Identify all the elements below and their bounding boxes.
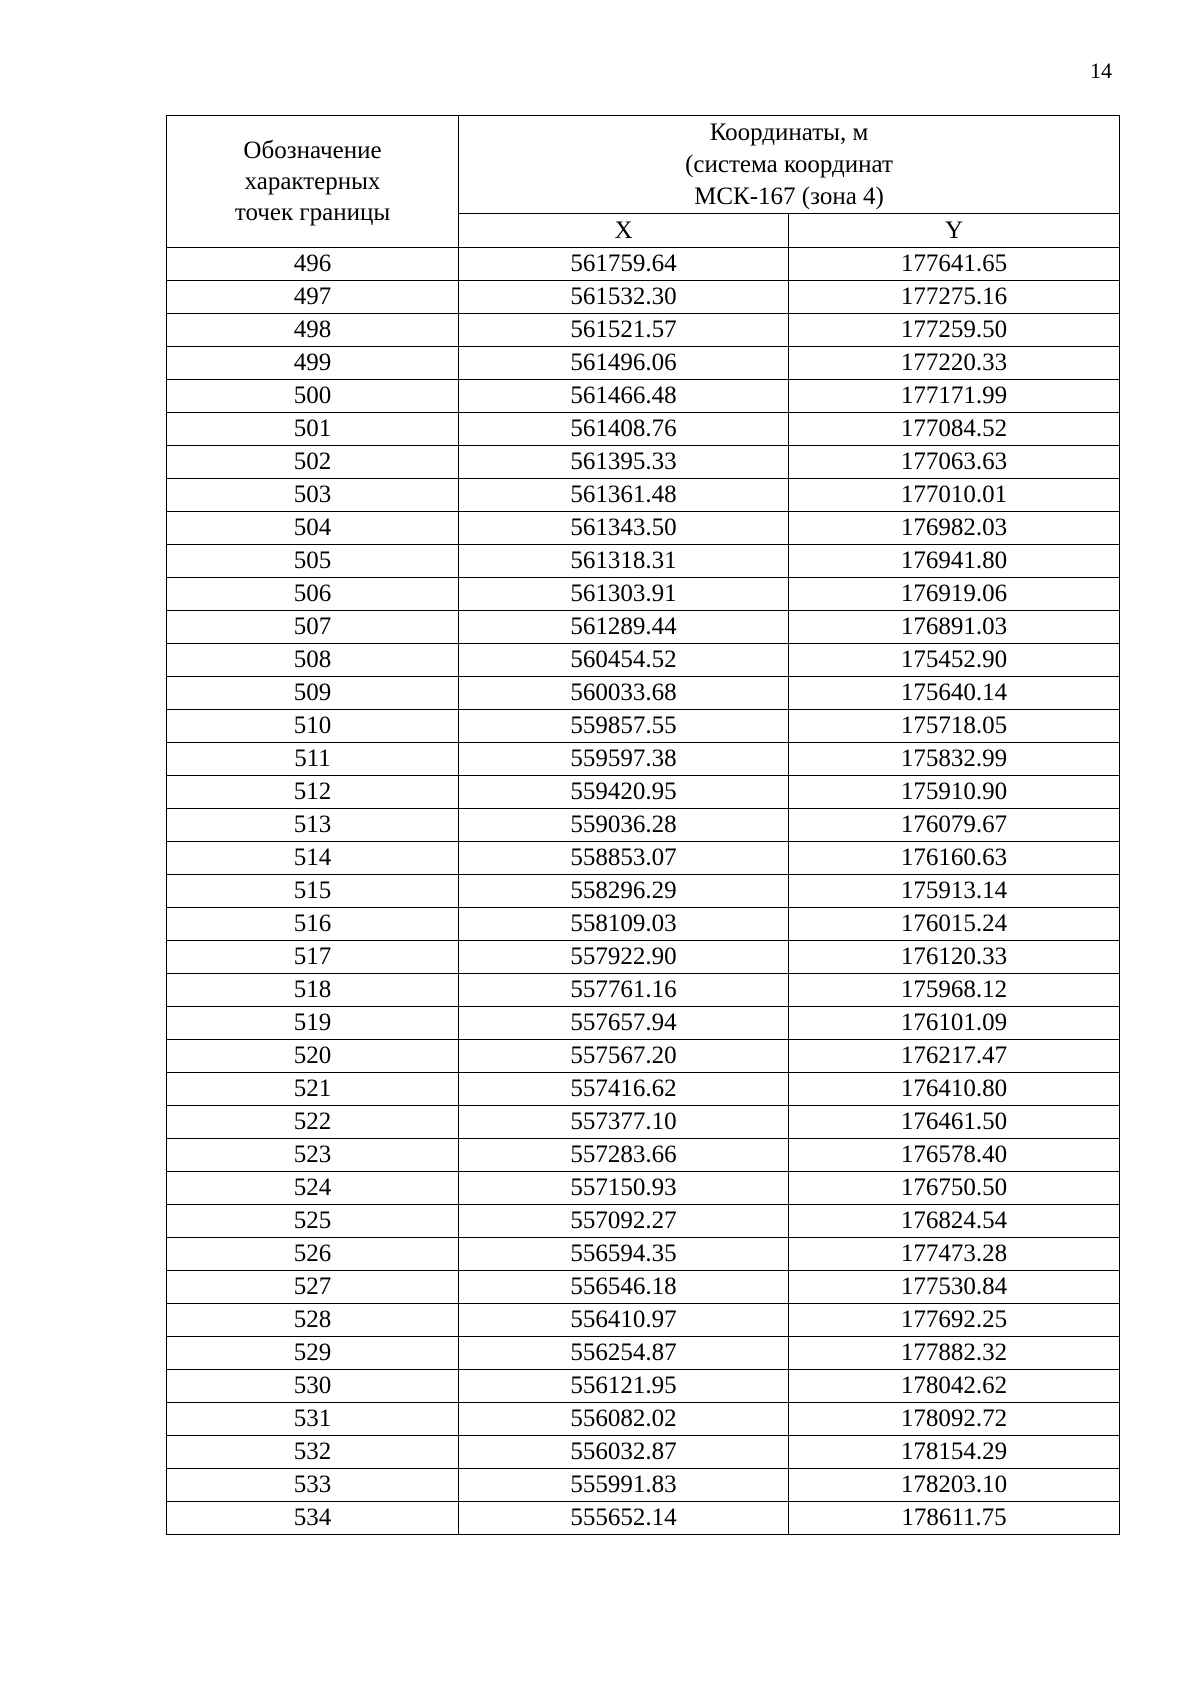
x-coordinate-cell: 556254.87	[459, 1337, 789, 1370]
table-row	[167, 776, 1120, 809]
table-row	[167, 644, 1120, 677]
table-row	[167, 413, 1120, 446]
x-coordinate-cell: 559857.55	[459, 710, 789, 743]
x-coordinate-cell: 559036.28	[459, 809, 789, 842]
point-cell: 503	[167, 479, 459, 512]
point-cell: 522	[167, 1106, 459, 1139]
x-coordinate-cell: 557377.10	[459, 1106, 789, 1139]
point-cell: 524	[167, 1172, 459, 1205]
x-coordinate-cell: 561361.48	[459, 479, 789, 512]
x-coordinate-cell: 561395.33	[459, 446, 789, 479]
point-cell: 520	[167, 1040, 459, 1073]
point-cell: 519	[167, 1007, 459, 1040]
x-coordinate-cell: 557657.94	[459, 1007, 789, 1040]
y-coordinate-cell: 178611.75	[789, 1502, 1120, 1535]
x-coordinate-cell: 556594.35	[459, 1238, 789, 1271]
y-coordinate-cell: 177259.50	[789, 314, 1120, 347]
header-y: Y	[789, 214, 1120, 248]
y-coordinate-cell: 178092.72	[789, 1403, 1120, 1436]
point-cell: 523	[167, 1139, 459, 1172]
y-coordinate-cell: 177010.01	[789, 479, 1120, 512]
y-coordinate-cell: 177882.32	[789, 1337, 1120, 1370]
table-row	[167, 446, 1120, 479]
point-cell: 518	[167, 974, 459, 1007]
x-coordinate-cell: 561289.44	[459, 611, 789, 644]
y-coordinate-cell: 176750.50	[789, 1172, 1120, 1205]
table-row	[167, 875, 1120, 908]
y-coordinate-cell: 176079.67	[789, 809, 1120, 842]
y-coordinate-cell: 177530.84	[789, 1271, 1120, 1304]
point-cell: 500	[167, 380, 459, 413]
header-coordinates-label	[459, 116, 1120, 214]
y-coordinate-cell: 176891.03	[789, 611, 1120, 644]
point-cell: 507	[167, 611, 459, 644]
y-coordinate-cell: 177473.28	[789, 1238, 1120, 1271]
x-coordinate-cell: 556546.18	[459, 1271, 789, 1304]
x-coordinate-cell: 557092.27	[459, 1205, 789, 1238]
x-coordinate-cell: 561408.76	[459, 413, 789, 446]
point-cell: 501	[167, 413, 459, 446]
table-row	[167, 842, 1120, 875]
point-cell: 517	[167, 941, 459, 974]
y-coordinate-cell: 178154.29	[789, 1436, 1120, 1469]
table-body	[167, 248, 1120, 1535]
x-coordinate-cell: 558296.29	[459, 875, 789, 908]
y-coordinate-cell: 176410.80	[789, 1073, 1120, 1106]
y-coordinate-cell: 177692.25	[789, 1304, 1120, 1337]
point-cell: 534	[167, 1502, 459, 1535]
table-row	[167, 479, 1120, 512]
table-row	[167, 380, 1120, 413]
table-row	[167, 1007, 1120, 1040]
point-cell: 528	[167, 1304, 459, 1337]
table-row	[167, 1238, 1120, 1271]
y-coordinate-cell: 177084.52	[789, 413, 1120, 446]
point-cell: 508	[167, 644, 459, 677]
point-cell: 532	[167, 1436, 459, 1469]
header-point-label-line: характерных	[244, 168, 381, 195]
header-coordinates-label-line: Координаты, м	[709, 118, 869, 146]
y-coordinate-cell: 175832.99	[789, 743, 1120, 776]
header-coordinates-label-line: МСК-167 (зона 4)	[694, 182, 884, 210]
y-coordinate-cell: 175452.90	[789, 644, 1120, 677]
page-number: 14	[1090, 58, 1112, 83]
point-cell: 498	[167, 314, 459, 347]
y-coordinate-cell: 176919.06	[789, 578, 1120, 611]
y-coordinate-cell: 176578.40	[789, 1139, 1120, 1172]
x-coordinate-cell: 557761.16	[459, 974, 789, 1007]
y-coordinate-cell: 175968.12	[789, 974, 1120, 1007]
point-cell: 506	[167, 578, 459, 611]
x-coordinate-cell: 557416.62	[459, 1073, 789, 1106]
x-coordinate-cell: 561532.30	[459, 281, 789, 314]
x-coordinate-cell: 561521.57	[459, 314, 789, 347]
x-coordinate-cell: 559420.95	[459, 776, 789, 809]
x-coordinate-cell: 557567.20	[459, 1040, 789, 1073]
table-row	[167, 1304, 1120, 1337]
y-coordinate-cell: 175640.14	[789, 677, 1120, 710]
x-coordinate-cell: 561343.50	[459, 512, 789, 545]
point-cell: 509	[167, 677, 459, 710]
table-row	[167, 743, 1120, 776]
header-point-label-line: точек границы	[234, 199, 391, 226]
point-cell: 513	[167, 809, 459, 842]
x-coordinate-cell: 559597.38	[459, 743, 789, 776]
table-row	[167, 1073, 1120, 1106]
point-cell: 516	[167, 908, 459, 941]
point-cell: 497	[167, 281, 459, 314]
x-coordinate-cell: 556032.87	[459, 1436, 789, 1469]
x-coordinate-cell: 557922.90	[459, 941, 789, 974]
x-coordinate-cell: 556082.02	[459, 1403, 789, 1436]
point-cell: 527	[167, 1271, 459, 1304]
point-cell: 499	[167, 347, 459, 380]
table-row	[167, 1271, 1120, 1304]
x-coordinate-cell: 561466.48	[459, 380, 789, 413]
y-coordinate-cell: 175718.05	[789, 710, 1120, 743]
point-cell: 505	[167, 545, 459, 578]
table-row	[167, 710, 1120, 743]
table-row	[167, 677, 1120, 710]
x-coordinate-cell: 561496.06	[459, 347, 789, 380]
table-row	[167, 1205, 1120, 1238]
point-cell: 529	[167, 1337, 459, 1370]
point-cell: 496	[167, 248, 459, 281]
x-coordinate-cell: 557150.93	[459, 1172, 789, 1205]
table-row	[167, 248, 1120, 281]
table-row	[167, 1502, 1120, 1535]
table-row	[167, 545, 1120, 578]
y-coordinate-cell: 178203.10	[789, 1469, 1120, 1502]
table-row	[167, 611, 1120, 644]
x-coordinate-cell: 560454.52	[459, 644, 789, 677]
table-row	[167, 1370, 1120, 1403]
x-coordinate-cell: 561303.91	[459, 578, 789, 611]
y-coordinate-cell: 176101.09	[789, 1007, 1120, 1040]
table-row	[167, 1106, 1120, 1139]
table-row	[167, 512, 1120, 545]
table-row	[167, 1337, 1120, 1370]
point-cell: 525	[167, 1205, 459, 1238]
table-row	[167, 908, 1120, 941]
y-coordinate-cell: 178042.62	[789, 1370, 1120, 1403]
y-coordinate-cell: 176160.63	[789, 842, 1120, 875]
y-coordinate-cell: 177220.33	[789, 347, 1120, 380]
x-coordinate-cell: 556121.95	[459, 1370, 789, 1403]
table-row	[167, 1040, 1120, 1073]
x-coordinate-cell: 557283.66	[459, 1139, 789, 1172]
table-row	[167, 281, 1120, 314]
table-row	[167, 347, 1120, 380]
point-cell: 504	[167, 512, 459, 545]
x-coordinate-cell: 558109.03	[459, 908, 789, 941]
table-header	[167, 116, 1120, 248]
x-coordinate-cell: 556410.97	[459, 1304, 789, 1337]
header-point-label	[167, 116, 459, 248]
x-coordinate-cell: 561759.64	[459, 248, 789, 281]
table-row	[167, 578, 1120, 611]
table-row	[167, 941, 1120, 974]
point-cell: 510	[167, 710, 459, 743]
table-row	[167, 314, 1120, 347]
table-row	[167, 1469, 1120, 1502]
table-row	[167, 1172, 1120, 1205]
header-coordinates-label-line: (система координат	[685, 150, 893, 178]
table-row	[167, 1403, 1120, 1436]
point-cell: 531	[167, 1403, 459, 1436]
point-cell: 530	[167, 1370, 459, 1403]
x-coordinate-cell: 555652.14	[459, 1502, 789, 1535]
x-coordinate-cell: 560033.68	[459, 677, 789, 710]
x-coordinate-cell: 558853.07	[459, 842, 789, 875]
y-coordinate-cell: 176217.47	[789, 1040, 1120, 1073]
table-row	[167, 1139, 1120, 1172]
y-coordinate-cell: 176982.03	[789, 512, 1120, 545]
point-cell: 511	[167, 743, 459, 776]
y-coordinate-cell: 176941.80	[789, 545, 1120, 578]
point-cell: 521	[167, 1073, 459, 1106]
point-cell: 512	[167, 776, 459, 809]
point-cell: 514	[167, 842, 459, 875]
table-row	[167, 809, 1120, 842]
y-coordinate-cell: 175913.14	[789, 875, 1120, 908]
y-coordinate-cell: 177171.99	[789, 380, 1120, 413]
table-row	[167, 1436, 1120, 1469]
x-coordinate-cell: 555991.83	[459, 1469, 789, 1502]
point-cell: 515	[167, 875, 459, 908]
header-point-label-line: Обозначение	[243, 137, 382, 164]
y-coordinate-cell: 176015.24	[789, 908, 1120, 941]
y-coordinate-cell: 177275.16	[789, 281, 1120, 314]
header-x: X	[459, 214, 789, 248]
y-coordinate-cell: 175910.90	[789, 776, 1120, 809]
y-coordinate-cell: 177641.65	[789, 248, 1120, 281]
point-cell: 533	[167, 1469, 459, 1502]
coordinates-table	[166, 115, 1120, 1535]
point-cell: 526	[167, 1238, 459, 1271]
y-coordinate-cell: 176824.54	[789, 1205, 1120, 1238]
point-cell: 502	[167, 446, 459, 479]
y-coordinate-cell: 176461.50	[789, 1106, 1120, 1139]
x-coordinate-cell: 561318.31	[459, 545, 789, 578]
y-coordinate-cell: 177063.63	[789, 446, 1120, 479]
table-row	[167, 974, 1120, 1007]
y-coordinate-cell: 176120.33	[789, 941, 1120, 974]
